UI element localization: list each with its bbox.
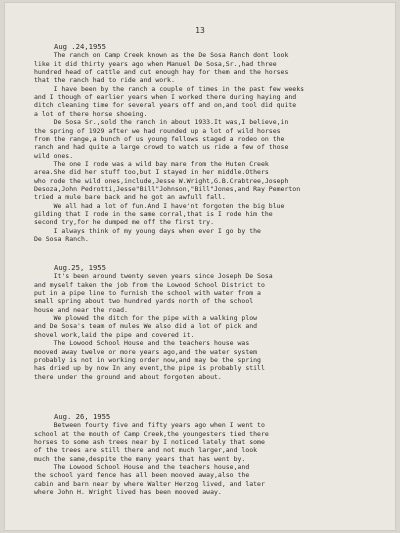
document-page xyxy=(4,2,396,531)
text-line: area.She did her stuff too,but I stayed in her middle.Others xyxy=(34,168,269,177)
text-line: Between fourty five and fifty years ago when I went to xyxy=(34,421,265,430)
text-line: school at the mouth of Camp Creek,the youngesters tied there xyxy=(34,429,269,438)
text-line: We plowed the ditch for the pipe with a walking plow xyxy=(34,314,258,323)
text-line: probably is not in working order now,and may be the spring xyxy=(34,355,261,364)
text-line: The Lowood School House and the teachers house was xyxy=(34,339,250,348)
text-line: wild ones. xyxy=(34,151,74,160)
entry-body xyxy=(34,272,379,380)
page-number: 13 xyxy=(195,26,205,35)
text-line: of the trees are still there and not much larger,and look xyxy=(34,446,258,455)
text-line: I always think of my young days when ever I go by the xyxy=(34,226,261,235)
text-line: The one I rode was a wild bay mare from the Huten Creek xyxy=(34,159,269,168)
text-line: The Lowood School House and the teachers house,and xyxy=(34,463,250,472)
entry-date: Aug.25, 1955 xyxy=(54,263,106,272)
text-line: a lot of there horse shoeing. xyxy=(34,109,148,118)
diary-entry xyxy=(34,264,379,381)
text-line: put in a pipe line to furnish the school with water from a xyxy=(34,289,261,298)
entry-body xyxy=(34,51,379,243)
text-line: much the same,despite the many years that has went by. xyxy=(34,454,246,463)
text-line: small spring about two hundred yards north of the school xyxy=(34,297,254,306)
diary-entry xyxy=(34,413,379,497)
diary-entry xyxy=(34,43,379,243)
text-line: shovel work,laid the pipe and covered it. xyxy=(34,330,195,339)
text-line: cabin and barn near by where Walter Herzog lived, and later xyxy=(34,479,265,488)
text-line: The ranch on Camp Creek known as the De Sosa Ranch dont look xyxy=(34,51,289,60)
text-line: gilding that I rode in the same corral,that is I rode him the xyxy=(34,209,273,218)
text-line: De Sosa Sr.,sold the ranch in about 1933.It was,I believe,in xyxy=(34,118,289,127)
text-line: the spring of 1929 after we had rounded up a lot of wild horses xyxy=(34,126,281,135)
text-line: and De Sosa's team of mules We also did a lot of pick and xyxy=(34,322,258,331)
text-line: I have been by the ranch a couple of times in the past few weeks xyxy=(34,84,305,93)
text-line: the school yard fence has all been mooved away,also the xyxy=(34,471,250,480)
text-line: It's been around twenty seven years since Joseph De Sosa xyxy=(34,272,273,281)
text-line: tried a mule bare back and he got an awfull fall. xyxy=(34,193,226,202)
entry-body xyxy=(34,421,379,496)
text-line: horses to some ash trees near by I noticed lately that some xyxy=(34,438,265,447)
text-line: ranch and had quite a large crowd to watch us ride a few of those xyxy=(34,143,289,152)
text-line: ditch cleaning time for several years off and on,and tool did quite xyxy=(34,101,297,110)
text-line: there under the ground and about forgoten about. xyxy=(34,372,222,381)
text-line: We all had a lot of fun.And I have'nt forgoten the big blue xyxy=(34,201,285,210)
text-line: hundred head of cattle and cut enough hay for them and the horses xyxy=(34,68,289,77)
text-line: Desoza,John Pedrotti,Jesse"Bill"Johnson,"Bill"Jones,and Ray Pemerton xyxy=(34,184,301,193)
text-line: mooved away twelve or more years ago,and the water system xyxy=(34,347,258,356)
text-line: like it did thirty years ago when Manuel De Sosa,Sr.,had three xyxy=(34,59,277,68)
text-line: house and near the road. xyxy=(34,305,128,314)
text-line: who rode the wild ones,include,Jesse W.Wright,G.B.Crabtree,Joseph xyxy=(34,176,289,185)
text-line: De Sosa Ranch. xyxy=(34,234,89,243)
text-line: and I though of earlier years when I worked there during haying and xyxy=(34,93,297,102)
text-line: that the ranch had to ride and work. xyxy=(34,76,175,85)
text-line: where John H. Wright lived has been mooved away. xyxy=(34,488,222,497)
text-line: has dried up by now In any event,the pipe is probably still xyxy=(34,364,265,373)
entry-date: Aug. 26, 1955 xyxy=(54,412,111,421)
text-line: from the range,a bunch of us young fellows staged a rodeo on the xyxy=(34,134,285,143)
entry-date: Aug .24,1955 xyxy=(54,42,106,51)
text-line: second try,for he dumped me off the first try. xyxy=(34,218,215,227)
text-line: and myself taken the job from the Lowood School District to xyxy=(34,280,265,289)
